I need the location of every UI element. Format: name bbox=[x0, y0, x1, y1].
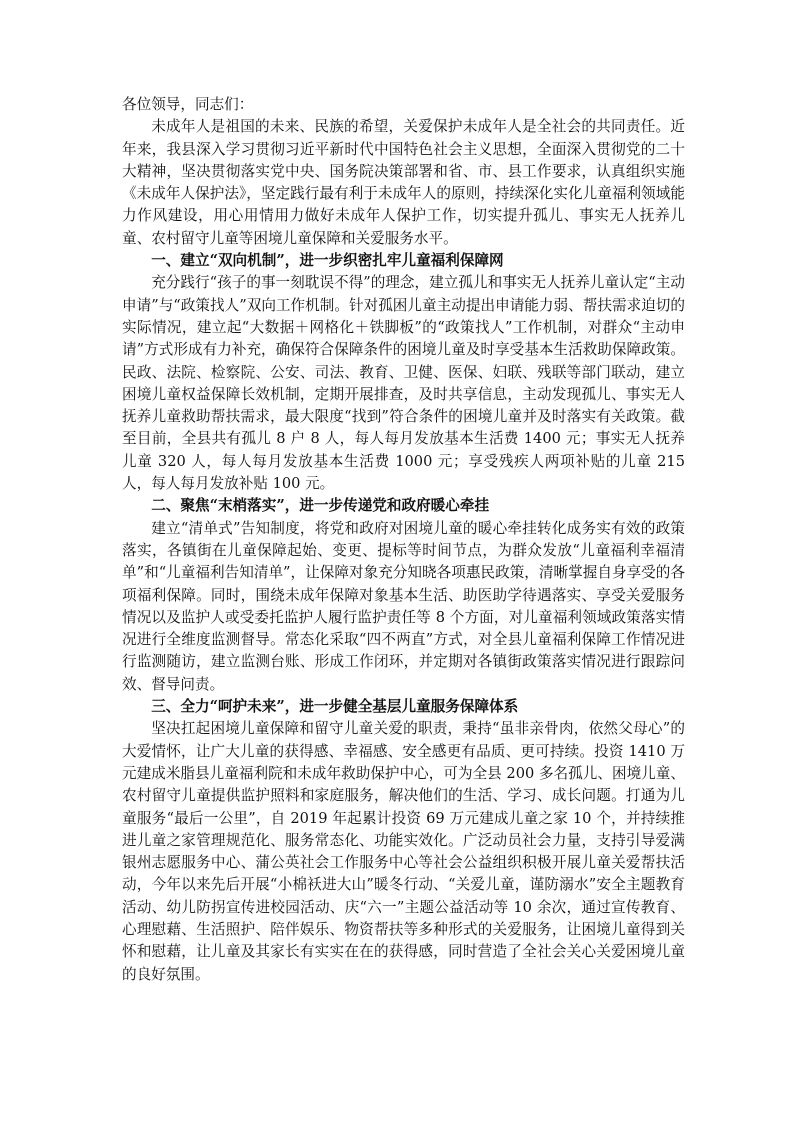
intro-paragraph: 未成年人是祖国的未来、民族的希望，关爱保护未成年人是全社会的共同责任。近年来，我县深入学习贯彻习近平新时代中国特色社会主义思想，全面深入贯彻党的二十大精神，坚决贯彻落实党中央、国务院决策部署和省、市、县工作要求，认真组织实施《未成年人保护法》，坚定践行最有利于未成年人的原则，持续深化实化儿童福利领域能力作风建设，用心用情用力做好未成年人保护工作，切实提升孤儿、事实无人抚养儿童、农村留守儿童等困境儿童保障和关爱服务水平。 bbox=[122, 118, 685, 247]
section-3-heading: 三、全力“呵护未来”，进一步健全基层儿童服务保障体系 bbox=[151, 698, 519, 716]
section-2-body: 建立“清单式”告知制度，将党和政府对困境儿童的暖心牵挂转化成务实有效的政策落实，各镇街在儿童保障起始、变更、提标等时间节点，为群众发放“儿童福利幸福清单”和“儿童福利告知清单”，让保障对象充分知晓各项惠民政策，清晰掌握自身享受的各项福利保障。同时，围绕未成年保障对象基本生活、助医助学待遇落实、享受关爱服务情况以及监护人或受委托监护人履行监护责任等 8 个方面，对儿童福利领域政策落实情况进行全维度监测督导。常态化采取“四不两直”方式，对全县儿童福利保障工作情况进行监测随访，建立监测台账、形成工作闭环，并定期对各镇街政策落实情况进行跟踪问效、督导问责。 bbox=[122, 519, 685, 693]
section-1-heading: 一、建立“双向机制”，进一步织密扎牢儿童福利保障网 bbox=[151, 252, 504, 270]
section-3-body: 坚决扛起困境儿童保障和留守儿童关爱的职责，秉持“虽非亲骨肉，依然父母心”的大爱情怀，让广大儿童的获得感、幸福感、安全感更有品质、更可持续。投资 1410 万元建成米脂县儿童福利院和未成年救助保护中心，可为全县 200 多名孤儿、困境儿童、农村留守儿童提供监护照料和家庭服务，解决他们的生活、学习、成长问题。打通为儿童服务“最后一公里”，自 2019 年起累计投资 69 万元建成儿童之家 10 个，并持续推进儿童之家管理规范化、服务常态化、功能实效化。广泛动员社会力量，支持引导爱满银州志愿服务中心、蒲公英社会工作服务中心等社会公益组织积极开展儿童关爱帮扶活动，今年以来先后开展“小棉袄进大山”暖冬行动、“关爱儿童，谨防溺水”安全主题教育活动、幼儿防拐宣传进校园活动、庆“六一”主题公益活动等 10 余次，通过宣传教育、心理慰藉、生活照护、陪伴娱乐、物资帮扶等多种形式的关爱服务，让困境儿童得到关怀和慰藉，让儿童及其家长有实实在在的获得感，同时营造了全社会关心关爱困境儿童的良好氛围。 bbox=[122, 720, 685, 983]
section-1-body: 充分践行“孩子的事一刻耽误不得”的理念，建立孤儿和事实无人抚养儿童认定“主动申请”与“政策找人”双向工作机制。针对孤困儿童主动提出申请能力弱、帮扶需求迫切的实际情况，建立起“大数据＋网格化＋铁脚板”的“政策找人”工作机制，对群众“主动申请”方式形成有力补充，确保符合保障条件的困境儿童及时享受基本生活救助保障政策。民政、法院、检察院、公安、司法、教育、卫健、医保、妇联、残联等部门联动，建立困境儿童权益保障长效机制，定期开展排查，及时共享信息，主动发现孤儿、事实无人抚养儿童救助帮扶需求，最大限度“找到”符合条件的困境儿童并及时落实有关政策。截至目前，全县共有孤儿 8 户 8 人，每人每月发放基本生活费 1400 元；事实无人抚养儿童 320 人，每人每月发放基本生活费 1000 元；享受残疾人两项补贴的儿童 215 人，每人每月发放补贴 100 元。 bbox=[122, 274, 685, 493]
salutation: 各位领导，同志们： bbox=[122, 96, 254, 113]
section-2-heading: 二、聚焦“末梢落实”，进一步传递党和政府暖心牵挂 bbox=[151, 497, 490, 515]
document-page bbox=[122, 94, 685, 986]
